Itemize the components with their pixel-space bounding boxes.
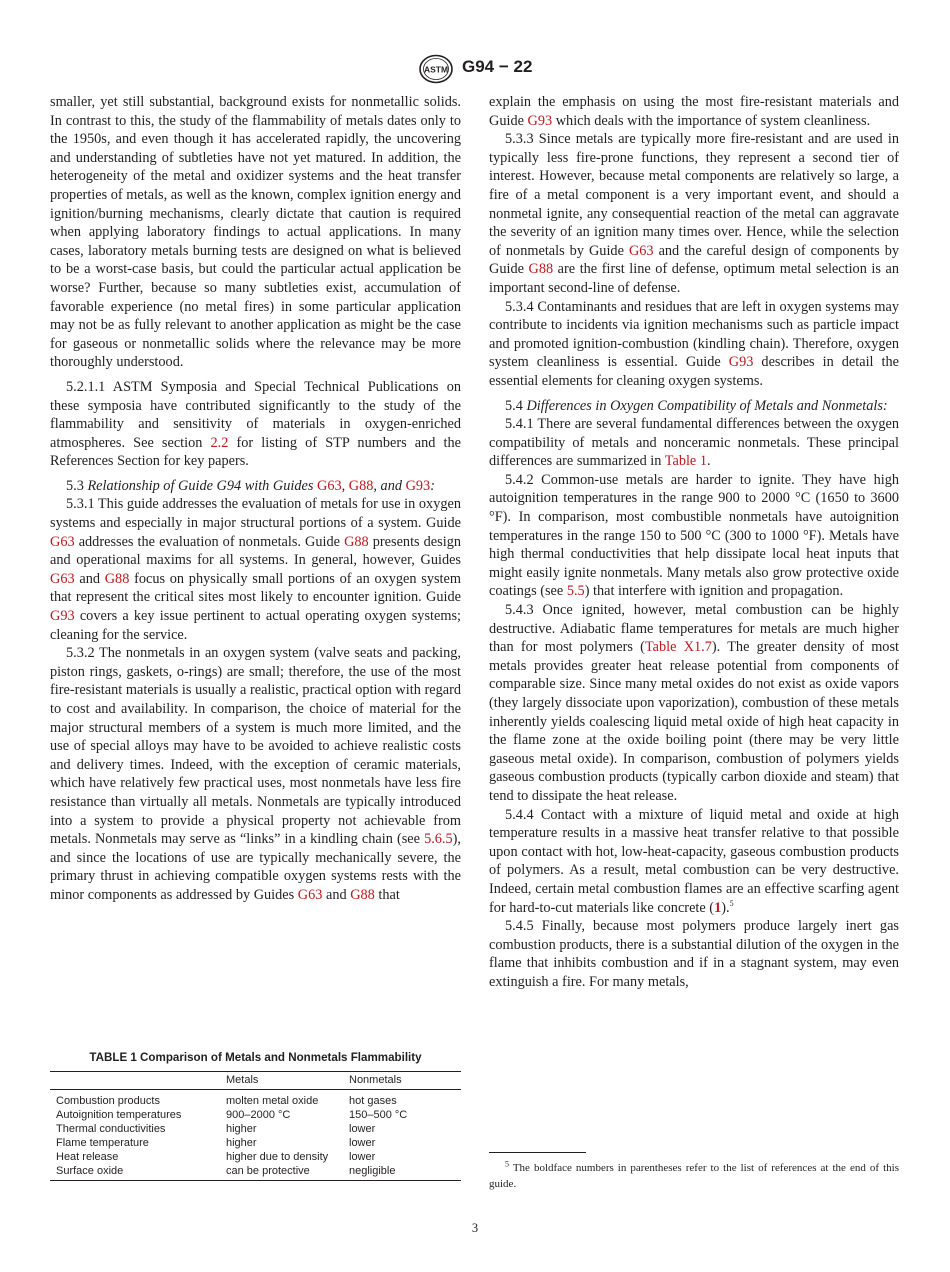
table-cell: 900–2000 °C: [226, 1109, 291, 1121]
link-g93[interactable]: G93: [527, 112, 553, 129]
link-table-x1-7[interactable]: Table X1.7: [644, 639, 712, 656]
section-heading-5-3: 5.3 Relationship of Guide G94 with Guides G63, G88, and G93:: [66, 477, 435, 494]
table-cell: lower: [349, 1137, 376, 1149]
link-section-5-5[interactable]: 5.5: [566, 583, 585, 600]
table-cell: higher: [226, 1123, 257, 1135]
paragraph-5-4-3: 5.4.3 Once ignited, however, metal combustion can be highly destructive. Adiabatic flame temperatures for metals are much higher than for most polymers (Table X1.7). The greater density of most metals provides greater heat release potential from components of comparable size. Since many metal oxides do not exist as oxide vapors (they largely dissociate upon vaporization), combustion of these metals inherently yields coalescing liquid metal oxide of high heat capacity in the flame zone at the oxide boiling point (there may be very little gaseous metal oxide). In comparison, combustion of polymers yields gaseous combustion products (typically carbon dioxide and steam) that tend to dissipate the heat release.: [489, 602, 899, 804]
table-row: [50, 1150, 461, 1164]
paragraph-5-3-1: 5.3.1 This guide addresses the evaluation of metals for use in oxygen systems and especially in major structural portions of a system. Guide G63 addresses the evaluation of nonmetals. Guide G88 presents design and operational maxims for all systems. In general, however, Guides G63 and G88 focus on physically small portions of an oxygen system that represent the critical sites most likely to encounter ignition. Guide G93 covers a key issue pertinent to actual operating oxygen systems; cleaning for the service.: [50, 496, 461, 643]
paragraph-5-3-3: 5.3.3 Since metals are typically more fire-resistant and are used in typically less fire-prone functions, they represent a second tier of interest. However, because metal components are relatively so large, a fire of a metal component is a very important event, and should a nonmetal ignite, any consequential reaction of the metal can aggravate the severity of an ignition many times over. Hence, while the selection of nonmetals by Guide G63 and the careful design of components by Guide G88 are the first line of defense, optimum metal selection is an important second-line of defense.: [489, 131, 900, 296]
table-row: [50, 1136, 461, 1150]
link-g88[interactable]: G88: [104, 570, 130, 587]
table-cell: 150–500 °C: [349, 1109, 408, 1121]
comparison-table: [50, 1071, 461, 1181]
table-cell: lower: [349, 1151, 376, 1163]
link-g88[interactable]: G88: [348, 477, 374, 494]
table-cell: hot gases: [349, 1095, 397, 1107]
table-header-cell: Nonmetals: [349, 1072, 461, 1090]
paragraph-5-3-2: 5.3.2 The nonmetals in an oxygen system (valve seats and packing, piston rings, gaskets, o-rings) are small; therefore, the use of the most fire-resistant materials is usually a realistic, practical option with regard to cost and availability. In comparison, the choice of material for the major structural members of a system is much more limited, and the use of special alloys may have to be avoided to achieve realistic costs and delivery times. Indeed, with the exception of ceramic materials, which have relatively few practical uses, most nonmetals have less fire resistance than virtually all metals. Nonmetals are typically introduced into a system to provide a physical property not achievable from metals. Nonmetals may serve as “links” in a kindling chain (see 5.6.5), and since the locations of use are typically mechanically severe, the primary thrust in achieving compatible oxygen systems rests with the minor components as addressed by Guides G63 and G88 that: [50, 645, 461, 903]
table-row: [50, 1090, 461, 1109]
page-header: [0, 54, 950, 86]
link-section-2-2[interactable]: 2.2: [210, 434, 229, 451]
link-g88[interactable]: G88: [344, 533, 369, 550]
link-g93[interactable]: G93: [728, 354, 754, 371]
link-g63[interactable]: G63: [50, 570, 75, 587]
footnote: [489, 1160, 899, 1192]
link-g93[interactable]: G93: [50, 608, 75, 625]
link-section-5-6-5[interactable]: 5.6.5: [424, 831, 453, 848]
table-cell: Thermal conductivities: [56, 1123, 166, 1135]
link-g88[interactable]: G88: [350, 886, 375, 903]
table-cell: higher: [226, 1137, 257, 1149]
table-cell: Combustion products: [56, 1095, 160, 1107]
footnote-marker: 5: [729, 898, 734, 908]
table-cell: Flame temperature: [56, 1137, 149, 1149]
link-g63[interactable]: G63: [628, 242, 654, 259]
astm-logo-text: ASTM: [423, 64, 449, 75]
table-header-cell: Metals: [226, 1072, 349, 1090]
footnote-text: The boldface numbers in parentheses refer to the list of references at the end of this guide.: [489, 1162, 899, 1190]
paragraph-5-3-4: 5.3.4 Contaminants and residues that are left in oxygen systems may contribute to incidents via ignition mechanisms such as particle impact and promoted ignition-combustion (kindling chain). Therefore, oxygen system cleanliness is essential. Guide G93 describes in detail the essential elements for cleaning oxygen systems.: [489, 298, 899, 389]
link-table-1[interactable]: Table 1: [664, 453, 708, 470]
paragraph-5-4-4: 5.4.4 Contact with a mixture of liquid metal and oxide at high temperature results in a massive heat transfer relative to that possible upon contact with hot, low-heat-capacity, gaseous combustion products of polymers. As a result, metal combustion can be very destructive. Indeed, certain metal combustion flames are an effective scarfing agent for hard-to-cut materials like concrete (1).$^5$: [489, 806, 899, 916]
link-reference-1[interactable]: 1: [714, 899, 722, 916]
table-cell: Heat release: [56, 1151, 119, 1163]
table-header-cell: [50, 1072, 226, 1090]
left-column: [50, 93, 461, 905]
paragraph-5-2-1-1: 5.2.1.1 ASTM Symposia and Special Technical Publications on these symposia have contributed significantly to the study of the flammability and sensitivity of materials in oxygen-enriched atmospheres. See section 2.2 for listing of STP numbers and the References Section for key papers.: [50, 378, 461, 470]
table-cell: negligible: [349, 1164, 461, 1181]
astm-logo-icon: [418, 54, 454, 84]
footnote-number: 5: [505, 1159, 509, 1169]
table-row: [50, 1164, 461, 1181]
standard-number: G94 − 22: [462, 57, 533, 76]
table-header-row: [50, 1072, 461, 1090]
paragraph-5-4-1: 5.4.1 There are several fundamental differences between the oxygen compatibility of metals and nonceramic nonmetals. These principal differences are summarized in Table 1.: [489, 416, 899, 470]
table-cell: molten metal oxide: [226, 1095, 319, 1107]
right-column: [489, 93, 899, 992]
table-1: [50, 1051, 461, 1181]
paragraph-5-4-2: 5.4.2 Common-use metals are harder to ignite. They have high autoignition temperatures in the range 900 to 2000 °C (1650 to 3600 °F). In comparison, most combustible nonmetals have autoignition temperatures in the range 150 to 500 °C (300 to 1000 °F). Metals have high thermal conductivities that help dissipate local heat inputs that might easily ignite nonmetals. Many metals also grow protective oxide coatings (see 5.5) that interfere with ignition and propagation.: [489, 471, 899, 600]
paragraph-continuation: smaller, yet still substantial, background exists for nonmetallic solids. In contrast to this, the study of the flammability of metals dates only to the 1950s, and even though it has accelerated rapidly, the uncovering and understanding of subtleties have not yet matured. In addition, the heterogeneity of the metal and oxidizer systems and the heat transfer properties of metals, as well as the known, complex ignition energy and ignition/burning mechanisms, clearly dictate that caution is required when applying laboratory findings to actual applications. In many cases, laboratory metals burning tests are designed on what is believed to be a worst-case basis, but could the particular actual application be worse? Further, because so many subtleties exist, accumulation of favorable experience (no metal fires) in some particular application may not be as fully relevant to another application as might be the case for gaseous or nonmetallic solids where the relevance may be more thoroughly understood.: [50, 94, 461, 371]
table-cell: Surface oxide: [50, 1164, 226, 1181]
table-cell: can be protective: [226, 1164, 349, 1181]
paragraph-continuation: explain the emphasis on using the most fire-resistant materials and Guide G93 which deals with the importance of system cleanliness.: [489, 94, 899, 129]
link-g63[interactable]: G63: [50, 533, 75, 550]
section-heading-5-4: 5.4 Differences in Oxygen Compatibility of Metals and Nonmetals:: [505, 397, 888, 414]
table-cell: lower: [349, 1123, 376, 1135]
link-g63[interactable]: G63: [317, 477, 342, 494]
page-number: 3: [471, 1221, 479, 1235]
paragraph-5-4-5: 5.4.5 Finally, because most polymers produce largely inert gas combustion products, there is a substantial dilution of the oxygen in the flame that inhibits combustion and if in a stagnant system, may even extinguish a fire. For many metals,: [489, 918, 899, 990]
table-cell: higher due to density: [226, 1151, 329, 1163]
table-row: [50, 1122, 461, 1136]
link-g93[interactable]: G93: [405, 477, 431, 494]
table-row: [50, 1108, 461, 1122]
footnote-divider: [489, 1152, 586, 1153]
table-title: TABLE 1 Comparison of Metals and Nonmetals Flammability: [89, 1051, 422, 1064]
link-g88[interactable]: G88: [528, 261, 554, 278]
table-cell: Autoignition temperatures: [56, 1109, 182, 1121]
link-g63[interactable]: G63: [297, 886, 323, 903]
